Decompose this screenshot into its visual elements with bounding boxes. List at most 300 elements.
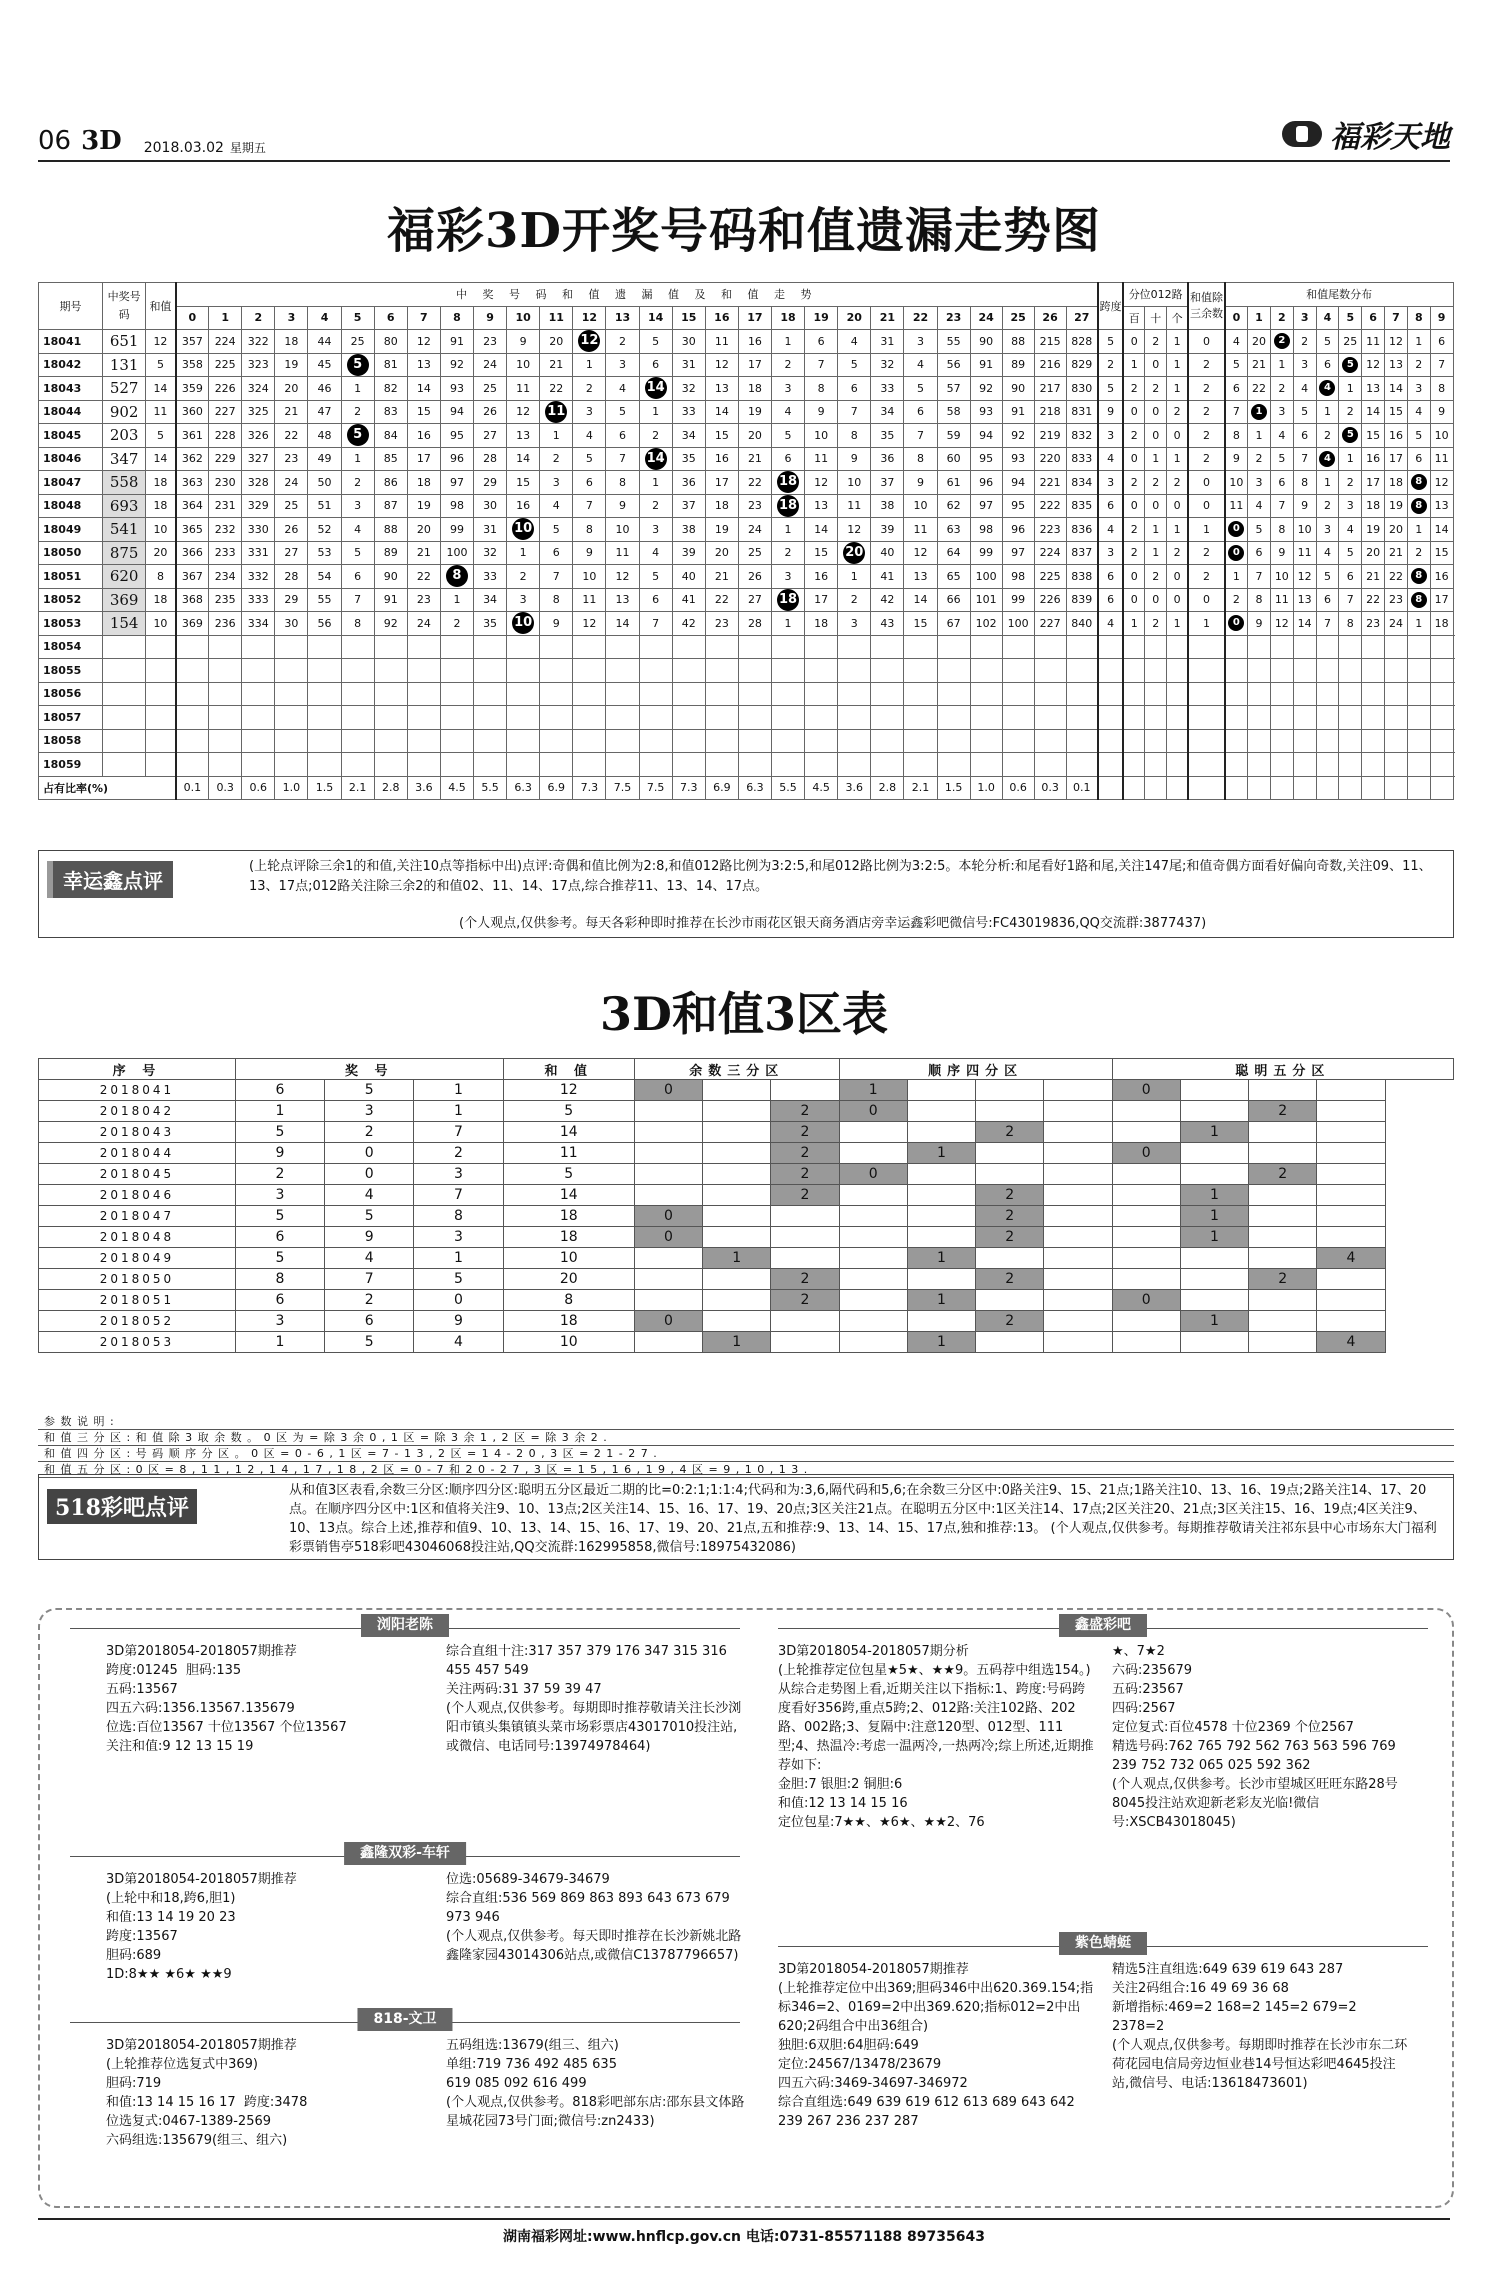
missing-cell: 13: [407, 353, 440, 377]
missing-col-head: 9: [474, 306, 507, 330]
tail-cell: 4: [1225, 330, 1248, 354]
pos-cell: 2: [1123, 424, 1145, 448]
empty-cell: [275, 753, 308, 777]
zone-cell: 2: [771, 1164, 839, 1185]
empty-cell: [1407, 682, 1430, 706]
tail-cell: 4: [1407, 400, 1430, 424]
empty-cell: [639, 706, 672, 730]
rec-line: 五码:23567: [1112, 1682, 1184, 1697]
empty-cell: [209, 753, 242, 777]
empty-cell: [341, 706, 374, 730]
tail-col-head: 7: [1385, 306, 1408, 330]
missing-cell: 15: [407, 400, 440, 424]
empty-cell: [573, 682, 606, 706]
missing-cell: 4: [573, 424, 606, 448]
zone-digit: 0: [325, 1164, 414, 1185]
missing-cell: 226: [209, 377, 242, 401]
empty-cell: [1362, 753, 1385, 777]
missing-cell: 35: [871, 424, 904, 448]
zone-head-period: 序 号: [39, 1059, 236, 1080]
zone-cell: 1: [907, 1290, 975, 1311]
missing-cell: 16: [738, 330, 771, 354]
missing-cell: 7: [805, 353, 838, 377]
missing-cell: 99: [440, 518, 473, 542]
zone-cell: [1180, 1269, 1248, 1290]
missing-cell: 6: [904, 400, 937, 424]
missing-cell: 2: [838, 588, 871, 612]
missing-col-head: 17: [738, 306, 771, 330]
rec-left: [106, 2036, 436, 2150]
missing-cell: 832: [1066, 424, 1098, 448]
col-head-sum: 和值: [146, 283, 176, 330]
missing-cell: [573, 330, 606, 354]
missing-cell: 333: [242, 588, 275, 612]
comment-text: (上轮点评除三余1的和值,关注10点等指标中出)点评:奇偶和值比例为2:8,和值012路比例为3:2:5,和尾012路比例为3:2:5。本轮分析:和尾看好1路和尾,关注147尾;和值奇偶方面看好偏向奇数,关注09、11、13、17点;012路关注除三余2的和值02、11、14、17点,综合推荐11、13、14、17点。: [249, 859, 1432, 894]
missing-cell: 1: [838, 565, 871, 589]
pos-col-head: 百: [1123, 306, 1145, 330]
missing-cell: 43: [871, 612, 904, 636]
span-cell: 5: [1098, 377, 1123, 401]
rec-title: 鑫隆双彩-车轩: [344, 1842, 466, 1865]
empty-cell: [738, 635, 771, 659]
missing-cell: 52: [308, 518, 341, 542]
period-cell: 18056: [39, 682, 103, 706]
rec-line: (个人观点,仅供参考。长沙市望城区旺旺东路28号8045投注站欢迎新老彩友光临!微信号:XSCB43018045): [1112, 1777, 1398, 1830]
missing-cell: 22: [705, 588, 738, 612]
period-cell: 18046: [39, 447, 103, 471]
missing-cell: 27: [275, 541, 308, 565]
empty-cell: [672, 753, 705, 777]
mod-cell: 2: [1188, 447, 1225, 471]
rec-line: 精选号码:762 765 792 562 763 563 596 769 239 752 732 065 025 592 362: [1112, 1739, 1400, 1773]
zone-cell: [1249, 1227, 1317, 1248]
pos-cell: 2: [1123, 471, 1145, 495]
pos-cell: 0: [1145, 494, 1167, 518]
missing-cell: 226: [1034, 588, 1066, 612]
empty-cell: [1188, 635, 1225, 659]
empty-cell: [672, 729, 705, 753]
ratio-cell: 0.6: [1002, 776, 1034, 800]
mod-cell: 2: [1188, 541, 1225, 565]
missing-cell: 228: [209, 424, 242, 448]
zone-cell: [1317, 1290, 1385, 1311]
missing-cell: 35: [672, 447, 705, 471]
empty-cell: [242, 682, 275, 706]
missing-cell: 59: [937, 424, 970, 448]
empty-cell: [1034, 706, 1066, 730]
zone-period: 2018045: [39, 1164, 236, 1185]
zone-period: 2018053: [39, 1332, 236, 1353]
missing-cell: 220: [1034, 447, 1066, 471]
tail-cell: 4: [1248, 494, 1271, 518]
zone-digit: 9: [414, 1311, 503, 1332]
pos-cell: 0: [1123, 400, 1145, 424]
empty-cell: [1430, 729, 1453, 753]
missing-cell: 95: [970, 447, 1002, 471]
missing-cell: [838, 541, 871, 565]
missing-col-head: 23: [937, 306, 970, 330]
missing-cell: 6: [606, 424, 639, 448]
trend-row-empty: [39, 706, 1454, 730]
winning-number-cell: 875: [102, 541, 145, 565]
missing-cell: 89: [374, 541, 407, 565]
pos-cell: 1: [1167, 518, 1189, 542]
empty-cell: [1407, 753, 1430, 777]
empty-cell: [937, 635, 970, 659]
missing-cell: 235: [209, 588, 242, 612]
tail-cell: 12: [1430, 471, 1453, 495]
tail-cell: 14: [1362, 400, 1385, 424]
empty-cell: [1248, 706, 1271, 730]
weekday: 星期五: [229, 141, 266, 155]
zone-cell: [839, 1290, 907, 1311]
rec-line: 综合直组十注:317 357 379 176 347 315 316 455 457 549: [446, 1644, 732, 1678]
zone-period: 2018051: [39, 1290, 236, 1311]
span-cell: 4: [1098, 518, 1123, 542]
zone-digit: 5: [414, 1269, 503, 1290]
sum-marker: 18: [777, 589, 799, 611]
missing-cell: 828: [1066, 330, 1098, 354]
empty-cell: [1123, 706, 1145, 730]
missing-cell: 40: [672, 565, 705, 589]
zone-row: [39, 1311, 1454, 1332]
missing-cell: 334: [242, 612, 275, 636]
rec-line: (个人观点,仅供参考。每期即时推荐在长沙市东二环荷花园电信局旁边恒业巷14号恒达彩吧4645投注站,微信号、电话:13618473601): [1112, 2038, 1408, 2091]
sum-marker: 12: [578, 330, 600, 352]
zone-row: [39, 1206, 1454, 1227]
zone-sum: 8: [503, 1290, 634, 1311]
tail-cell: 1: [1316, 471, 1339, 495]
empty-cell: [1145, 682, 1167, 706]
empty-cell: [308, 729, 341, 753]
tail-col-head: 8: [1407, 306, 1430, 330]
zone-sum: 5: [503, 1164, 634, 1185]
tail-cell: 12: [1270, 612, 1293, 636]
empty-cell: [738, 753, 771, 777]
missing-cell: 231: [209, 494, 242, 518]
tail-cell: [1407, 494, 1430, 518]
sum-cell: 14: [146, 377, 176, 401]
missing-cell: 16: [507, 494, 540, 518]
empty-cell: [1293, 729, 1316, 753]
tail-cell: 9: [1225, 447, 1248, 471]
zone-cell: 1: [1180, 1185, 1248, 1206]
zone-row: [39, 1185, 1454, 1206]
zone-cell: [976, 1290, 1044, 1311]
missing-cell: 25: [341, 330, 374, 354]
empty-cell: [1002, 635, 1034, 659]
missing-cell: 332: [242, 565, 275, 589]
missing-cell: 31: [871, 330, 904, 354]
empty-cell: [275, 706, 308, 730]
missing-cell: 11: [705, 330, 738, 354]
zone-cell: 2: [976, 1227, 1044, 1248]
pos-cell: 2: [1145, 377, 1167, 401]
tail-cell: 18: [1362, 494, 1385, 518]
tail-cell: 22: [1385, 565, 1408, 589]
missing-cell: 12: [705, 353, 738, 377]
missing-cell: 98: [440, 494, 473, 518]
tail-cell: 15: [1430, 541, 1453, 565]
missing-cell: 50: [308, 471, 341, 495]
missing-cell: 92: [970, 377, 1002, 401]
empty-cell: [606, 635, 639, 659]
sum-marker: 18: [777, 495, 799, 517]
zone-period: 2018049: [39, 1248, 236, 1269]
missing-col-head: 10: [507, 306, 540, 330]
zone-cell: [634, 1332, 702, 1353]
tail-cell: [1225, 612, 1248, 636]
missing-cell: 6: [805, 330, 838, 354]
empty-cell: [146, 753, 176, 777]
empty-cell: [639, 635, 672, 659]
empty-cell: [1248, 659, 1271, 683]
missing-cell: [507, 612, 540, 636]
tail-cell: 11: [1225, 494, 1248, 518]
tail-cell: [1225, 518, 1248, 542]
empty-cell: [1188, 682, 1225, 706]
zone-period: 2018050: [39, 1269, 236, 1290]
ratio-cell: 0.1: [1066, 776, 1098, 800]
zone-sum: 18: [503, 1311, 634, 1332]
rec-line: (上轮推荐定位包星★5★、★★9。五码荐中组选154。): [778, 1663, 1091, 1678]
missing-cell: 8: [606, 471, 639, 495]
missing-cell: 835: [1066, 494, 1098, 518]
tail-cell: 2: [1339, 471, 1362, 495]
empty-cell: [102, 659, 145, 683]
zone-cell: [703, 1122, 771, 1143]
missing-cell: 98: [970, 518, 1002, 542]
missing-cell: 96: [1002, 518, 1034, 542]
empty-cell: [507, 635, 540, 659]
missing-col-head: 11: [540, 306, 573, 330]
zone-cell: 1: [907, 1143, 975, 1164]
tail-col-head: 9: [1430, 306, 1453, 330]
rec-line: 关注两码:31 37 59 39 47: [446, 1682, 602, 1697]
empty-cell: [1385, 682, 1408, 706]
empty-cell: [146, 682, 176, 706]
pos-cell: 0: [1145, 353, 1167, 377]
zone-cell: [1044, 1269, 1112, 1290]
zone-head-number: 奖 号: [235, 1059, 503, 1080]
zone-row: [39, 1248, 1454, 1269]
tail-cell: 5: [1316, 330, 1339, 354]
empty-cell: [1362, 635, 1385, 659]
empty-cell: [275, 659, 308, 683]
trend-row: [39, 330, 1454, 354]
empty-cell: [1098, 635, 1123, 659]
missing-cell: 2: [573, 377, 606, 401]
missing-cell: 830: [1066, 377, 1098, 401]
zone-cell: [1249, 1122, 1317, 1143]
tail-marker: 8: [1411, 474, 1427, 490]
missing-cell: 14: [805, 518, 838, 542]
zone-digit: 4: [325, 1185, 414, 1206]
missing-cell: 7: [540, 565, 573, 589]
empty-cell: [705, 729, 738, 753]
trend-row: [39, 353, 1454, 377]
tail-cell: 9: [1430, 400, 1453, 424]
winning-number-cell: 527: [102, 377, 145, 401]
ratio-cell: 5.5: [474, 776, 507, 800]
missing-col-head: 21: [871, 306, 904, 330]
empty-cell: [440, 706, 473, 730]
tail-cell: 21: [1385, 541, 1408, 565]
tail-cell: [1248, 400, 1271, 424]
col-head-tail: 和值尾数分布: [1225, 283, 1453, 307]
tail-cell: 2: [1293, 330, 1316, 354]
tail-cell: 7: [1225, 400, 1248, 424]
tail-marker: 8: [1411, 592, 1427, 608]
tail-marker: 2: [1274, 333, 1290, 349]
pos-cell: 2: [1123, 541, 1145, 565]
missing-cell: 1: [341, 377, 374, 401]
empty-cell: [1098, 706, 1123, 730]
trend-row: [39, 518, 1454, 542]
pos-cell: 0: [1145, 400, 1167, 424]
tail-cell: 3: [1270, 400, 1293, 424]
missing-cell: 5: [606, 400, 639, 424]
empty-cell: [507, 659, 540, 683]
tail-cell: [1316, 377, 1339, 401]
empty-cell: [341, 659, 374, 683]
tail-cell: 2: [1248, 447, 1271, 471]
empty-cell: [1034, 729, 1066, 753]
rec-line: 跨度:01245 胆码:135: [106, 1663, 242, 1678]
empty-cell: [474, 706, 507, 730]
zone-cell: [839, 1248, 907, 1269]
empty-cell: [1225, 776, 1248, 800]
missing-cell: 16: [705, 447, 738, 471]
missing-cell: 63: [937, 518, 970, 542]
missing-cell: 41: [672, 588, 705, 612]
empty-cell: [1407, 659, 1430, 683]
trend-row-empty: [39, 635, 1454, 659]
rec-left: [778, 1642, 1096, 1832]
zone-period: 2018048: [39, 1227, 236, 1248]
missing-cell: 215: [1034, 330, 1066, 354]
missing-cell: 236: [209, 612, 242, 636]
span-cell: 3: [1098, 471, 1123, 495]
zone-cell: [703, 1101, 771, 1122]
zone-digit: 2: [325, 1290, 414, 1311]
zone-cell: [1249, 1080, 1317, 1101]
empty-cell: [308, 635, 341, 659]
empty-cell: [705, 659, 738, 683]
pos-cell: 2: [1123, 518, 1145, 542]
missing-cell: 24: [407, 612, 440, 636]
zone-cell: 2: [976, 1185, 1044, 1206]
empty-cell: [573, 635, 606, 659]
tail-cell: 12: [1293, 565, 1316, 589]
sum-marker: 11: [545, 401, 567, 423]
missing-cell: 2: [540, 447, 573, 471]
zone-row: [39, 1143, 1454, 1164]
pos-cell: 0: [1167, 494, 1189, 518]
rec-line: 和值:13 14 15 16 17 跨度:3478: [106, 2095, 308, 2110]
missing-cell: 6: [573, 471, 606, 495]
missing-cell: 20: [540, 330, 573, 354]
ratio-cell: 1.5: [937, 776, 970, 800]
missing-cell: 325: [242, 400, 275, 424]
missing-cell: 9: [540, 612, 573, 636]
missing-cell: 95: [1002, 494, 1034, 518]
ratio-cell: 6.9: [705, 776, 738, 800]
empty-cell: [1002, 659, 1034, 683]
empty-cell: [937, 659, 970, 683]
missing-cell: 223: [1034, 518, 1066, 542]
winning-number-cell: 651: [102, 330, 145, 354]
rec-line: (上轮推荐位选复式中369): [106, 2057, 258, 2072]
tail-cell: 7: [1430, 353, 1453, 377]
missing-cell: 90: [970, 330, 1002, 354]
missing-cell: 56: [308, 612, 341, 636]
missing-cell: 30: [474, 494, 507, 518]
missing-cell: 19: [705, 518, 738, 542]
empty-cell: [1145, 753, 1167, 777]
zone-cell: [703, 1269, 771, 1290]
empty-cell: [1002, 706, 1034, 730]
sum-marker: 10: [512, 612, 534, 634]
zone-head-sum: 和 值: [503, 1059, 634, 1080]
rec-box-xinsheng: [778, 1617, 1428, 1948]
tail-col-head: 6: [1362, 306, 1385, 330]
span-cell: 3: [1098, 424, 1123, 448]
rec-line: 精选5注直组选:649 639 619 643 287: [1112, 1962, 1344, 1977]
winning-number-cell: 131: [102, 353, 145, 377]
tail-cell: 11: [1270, 588, 1293, 612]
zone-cell: [703, 1164, 771, 1185]
pos-cell: 1: [1167, 612, 1189, 636]
missing-cell: 100: [1002, 612, 1034, 636]
empty-cell: [1123, 682, 1145, 706]
col-head-winning: 中奖号码: [102, 283, 145, 330]
missing-cell: 39: [871, 518, 904, 542]
empty-cell: [738, 682, 771, 706]
note-line: 和 值 四 分 区 : 号 码 顺 序 分 区 。 0 区 = 0 - 6 , 1 区 = 7 - 1 3 , 2 区 = 1 4 - 2 0 , 3 区 = 2 1 - 2 7 .: [38, 1446, 1454, 1462]
tail-col-head: 0: [1225, 306, 1248, 330]
missing-cell: 13: [805, 494, 838, 518]
missing-cell: 8: [838, 424, 871, 448]
tail-cell: 1: [1407, 518, 1430, 542]
empty-cell: [672, 659, 705, 683]
rec-line: 独胆:6双胆:64胆码:649: [778, 2038, 919, 2053]
missing-cell: 8: [904, 447, 937, 471]
empty-cell: [102, 753, 145, 777]
empty-cell: [573, 729, 606, 753]
zone-cell: [1044, 1248, 1112, 1269]
empty-cell: [871, 682, 904, 706]
missing-cell: 329: [242, 494, 275, 518]
ratio-label: 占有比率(%): [39, 776, 176, 800]
span-cell: 3: [1098, 541, 1123, 565]
tail-cell: 3: [1293, 353, 1316, 377]
tail-cell: 2: [1407, 541, 1430, 565]
zone-cell: [703, 1311, 771, 1332]
trend-row: [39, 494, 1454, 518]
tail-cell: 6: [1248, 541, 1271, 565]
trend-row-empty: [39, 682, 1454, 706]
empty-cell: [937, 753, 970, 777]
zone-cell: 1: [907, 1332, 975, 1353]
missing-cell: 8: [573, 518, 606, 542]
missing-cell: 3: [507, 588, 540, 612]
empty-cell: [1385, 659, 1408, 683]
mod-cell: 2: [1188, 424, 1225, 448]
missing-cell: 20: [705, 541, 738, 565]
zone-cell: [1317, 1269, 1385, 1290]
missing-cell: 14: [407, 377, 440, 401]
